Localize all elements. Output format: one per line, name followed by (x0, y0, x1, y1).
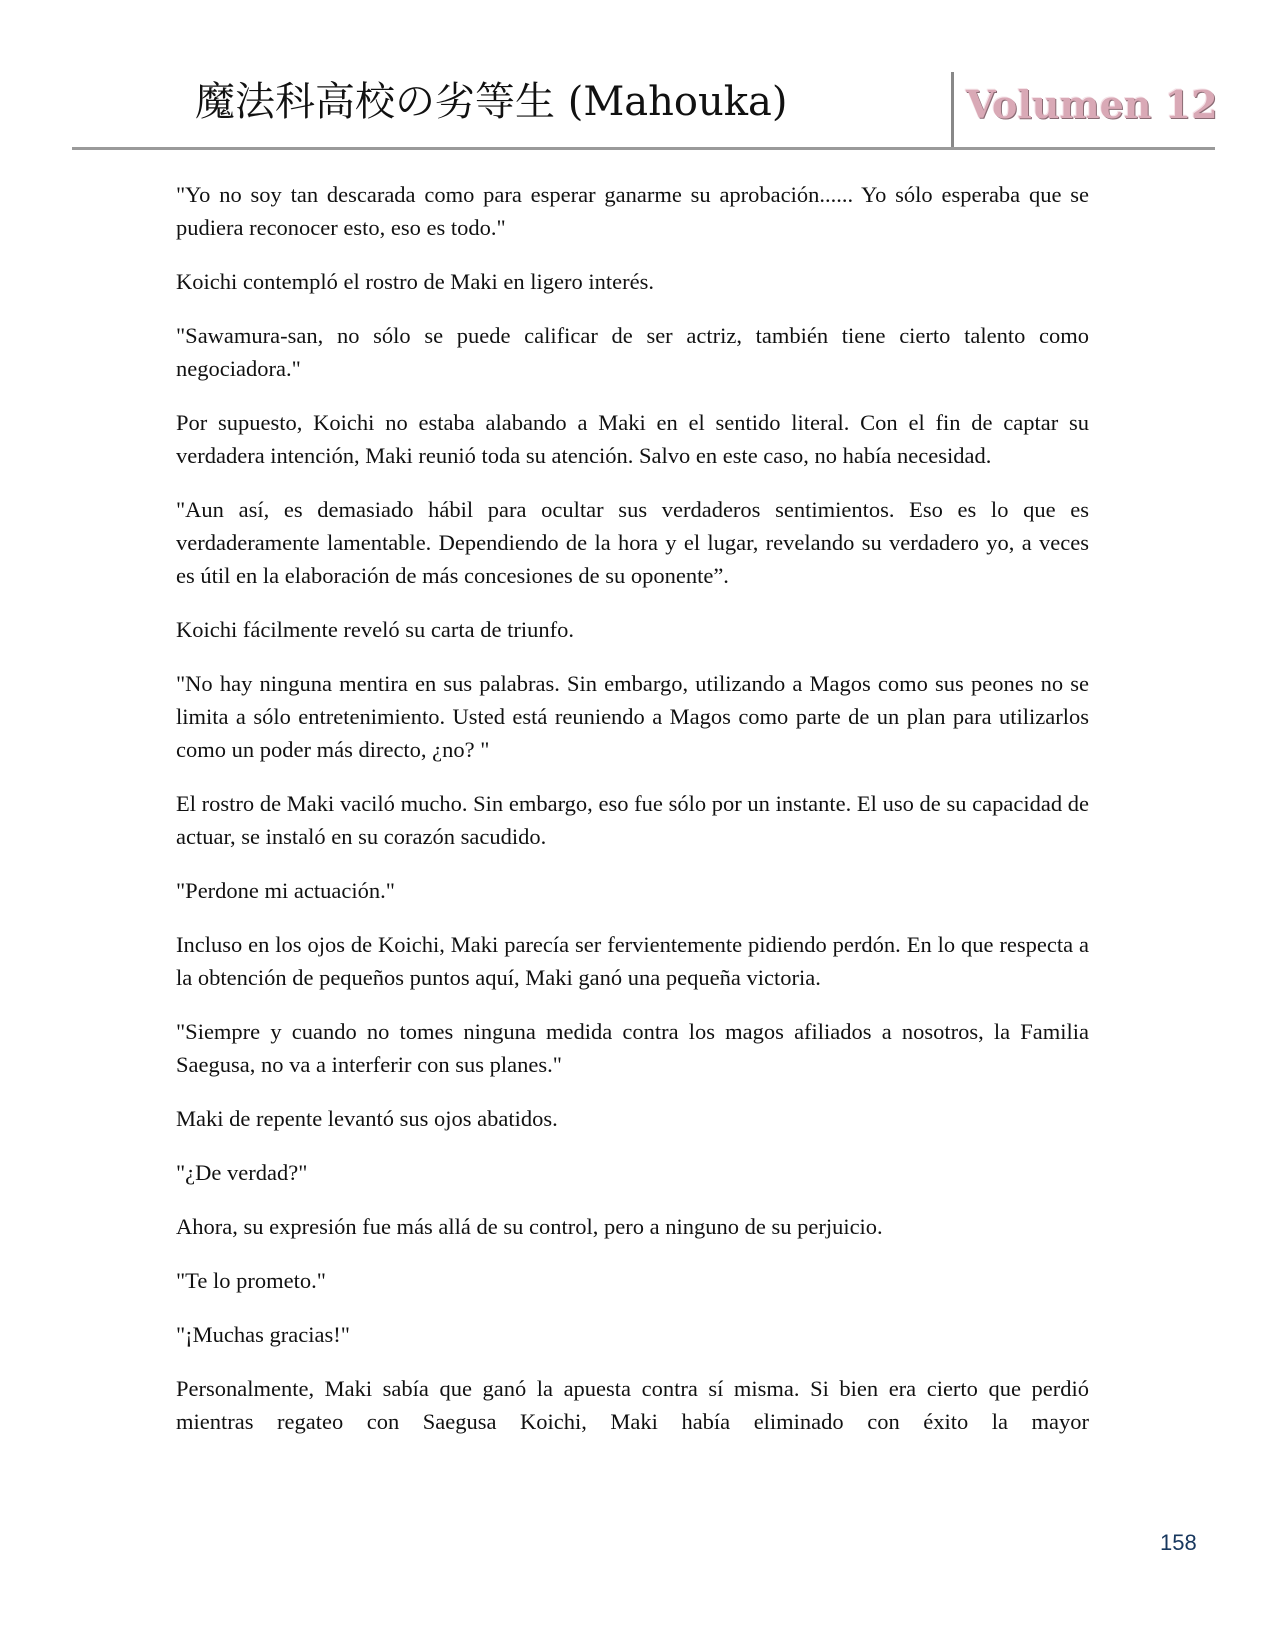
paragraph: "Perdone mi actuación." (176, 878, 395, 903)
page-number: 158 (1160, 1530, 1197, 1555)
volume-label: Volumen 12 (966, 82, 1218, 127)
header-rule (72, 147, 1215, 150)
paragraph: Koichi contempló el rostro de Maki en ligero interés. (176, 269, 654, 294)
paragraph: "Aun así, es demasiado hábil para ocultar sus verdaderos sentimientos. Eso es lo que es verdaderamente lamentable. Dependiendo de la hora y el lugar, revelando su verdadero yo, a veces es útil en la elaboración de más concesiones de su oponente”. (176, 497, 1089, 588)
paragraph: "Sawamura-san, no sólo se puede calificar de ser actriz, también tiene cierto talento como negociadora." (176, 323, 1089, 381)
book-title: 魔法科高校の劣等生 (Mahouka) (195, 79, 788, 125)
paragraph: Por supuesto, Koichi no estaba alabando a Maki en el sentido literal. Con el fin de captar su verdadera intención, Maki reunió toda su atención. Salvo en este caso, no había necesidad. (176, 410, 1089, 468)
paragraph: "Siempre y cuando no tomes ninguna medida contra los magos afiliados a nosotros, la Familia Saegusa, no va a interferir con sus planes." (176, 1019, 1089, 1077)
paragraph: Ahora, su expresión fue más allá de su control, pero a ninguno de su perjuicio. (176, 1214, 883, 1239)
paragraph: Maki de repente levantó sus ojos abatidos. (176, 1106, 558, 1131)
page-header (0, 0, 1275, 160)
paragraph: "Yo no soy tan descarada como para esperar ganarme su aprobación...... Yo sólo esperaba que se pudiera reconocer esto, eso es todo." (176, 182, 1089, 240)
paragraph: "No hay ninguna mentira en sus palabras. Sin embargo, utilizando a Magos como sus peones no se limita a sólo entretenimiento. Usted está reuniendo a Magos como parte de un plan para utilizarlos como un poder más directo, ¿no? " (176, 671, 1089, 762)
paragraph: Incluso en los ojos de Koichi, Maki parecía ser fervientemente pidiendo perdón. En lo que respecta a la obtención de pequeños puntos aquí, Maki ganó una pequeña victoria. (176, 932, 1089, 990)
paragraph: "¿De verdad?" (176, 1160, 308, 1185)
paragraph: Koichi fácilmente reveló su carta de triunfo. (176, 617, 574, 642)
paragraph: "Te lo prometo." (176, 1268, 326, 1293)
paragraph: El rostro de Maki vaciló mucho. Sin embargo, eso fue sólo por un instante. El uso de su capacidad de actuar, se instaló en su corazón sacudido. (176, 791, 1089, 849)
paragraph-continued: Personalmente, Maki sabía que ganó la apuesta contra sí misma. Si bien era cierto que perdió mientras regateo con Saegusa Koichi, Maki había eliminado con éxito la mayor (176, 1376, 1089, 1434)
paragraph: "¡Muchas gracias!" (176, 1322, 350, 1347)
page-body (176, 178, 1089, 1459)
header-divider (951, 72, 954, 147)
